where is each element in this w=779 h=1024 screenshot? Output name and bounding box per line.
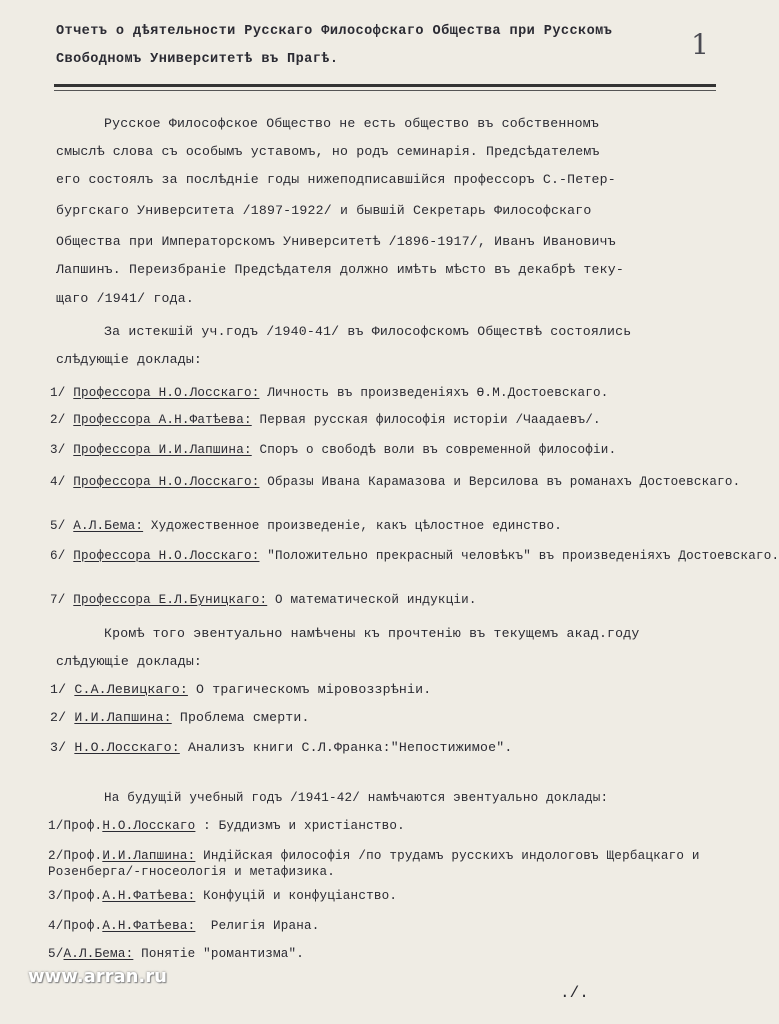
past-item-7: 7/ Профессора Е.Л.Буницкаго: О математической индукціи. — [50, 593, 477, 607]
title-rule — [54, 84, 716, 87]
future-item-1: 1/Проф.Н.О.Лосскаго : Буддизмъ и христіанство. — [48, 819, 405, 833]
intro-line-5: Общества при Императорскомъ Университетѣ /1896-1917/, Иванъ Ивановичъ — [56, 234, 616, 249]
past-item-1: 1/ Профессора Н.О.Лосскаго: Личность въ произведеніяхъ Ө.М.Достоевскаго. — [50, 386, 609, 400]
past-item-5: 5/ А.Л.Бема: Художественное произведеніе, какъ цѣлостное единство. — [50, 519, 563, 533]
site-watermark: www.arran.ru — [28, 966, 167, 987]
intro-line-1: Русское Философское Общество не есть общество въ собственномъ — [104, 116, 599, 131]
title-rule-thin — [54, 90, 716, 91]
planned-intro-line-2: слѣдующіе доклады: — [56, 654, 203, 669]
future-item-2: 2/Проф.И.И.Лапшина: Индійская философія /по трудамъ русскихъ индологовъ Щербацкаго и Розенберга/-гносеологія и метафизика. — [48, 849, 700, 879]
title-line-2: Свободномъ Университетѣ въ Прагѣ. — [56, 52, 339, 67]
intro-line-7: щаго /1941/ года. — [56, 291, 194, 306]
page-number: 1 — [691, 28, 709, 61]
intro-line-4: бургскаго Университета /1897-1922/ и бывшій Секретарь Философскаго — [56, 203, 592, 218]
future-intro: На будущій учебный годъ /1941-42/ намѣчаются эвентуально доклады: — [104, 791, 609, 805]
future-item-4: 4/Проф.А.Н.Фатѣева: Религія Ирана. — [48, 919, 320, 933]
intro-line-6: Лапшинъ. Переизбраніе Предсѣдателя должно имѣть мѣсто въ декабрѣ теку- — [56, 262, 624, 277]
past-item-3: 3/ Профессора И.И.Лапшина: Споръ о свободѣ воли въ современной философіи. — [50, 443, 617, 457]
past-item-6: 6/ Профессора Н.О.Лосскаго: "Положительно прекрасный человѣкъ" въ произведеніяхъ Достоевскаго. — [50, 549, 779, 563]
past-item-4: 4/ Профессора Н.О.Лосскаго: Образы Ивана Карамазова и Версилова въ романахъ Достоевскаго. — [50, 475, 741, 489]
title-line-1: Отчетъ о дѣятельности Русскаго Философскаго Общества при Русскомъ — [56, 24, 613, 39]
past-intro-line-2: слѣдующіе доклады: — [56, 352, 203, 367]
planned-item-1: 1/ С.А.Левицкаго: О трагическомъ міровоззрѣніи. — [50, 682, 432, 697]
planned-intro-line-1: Кромѣ того эвентуально намѣчены къ прочтенію въ текущемъ акад.году — [104, 626, 640, 641]
planned-item-2: 2/ И.И.Лапшина: Проблема смерти. — [50, 710, 310, 725]
past-intro-line-1: За истекшій уч.годъ /1940-41/ въ Философскомъ Обществѣ состоялись — [104, 324, 632, 339]
intro-line-2: смыслѣ слова съ особымъ уставомъ, но родъ семинарія. Предсѣдателемъ — [56, 144, 600, 159]
planned-item-3: 3/ Н.О.Лосскаго: Анализъ книги С.Л.Франка:"Непостижимое". — [50, 740, 513, 755]
future-item-3: 3/Проф.А.Н.Фатѣева: Конфуцій и конфуціанство. — [48, 889, 398, 903]
past-item-2: 2/ Профессора А.Н.Фатѣева: Первая русская философія исторіи /Чаадаевъ/. — [50, 413, 601, 427]
future-item-5: 5/А.Л.Бема: Понятіе "романтизма". — [48, 947, 305, 961]
intro-line-3: его состоялъ за послѣдніе годы нижеподписавшійся профессоръ С.-Петер- — [56, 172, 616, 187]
end-mark: ./. — [560, 984, 589, 1002]
